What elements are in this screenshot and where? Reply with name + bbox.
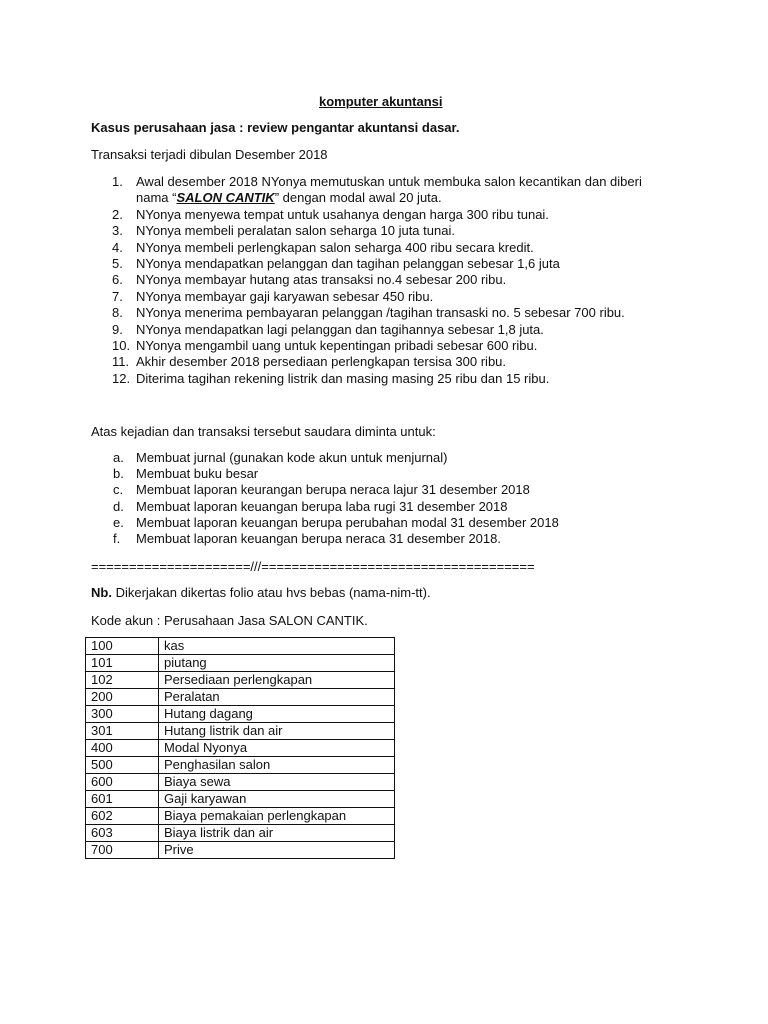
item-text: Membuat laporan keuangan berupa perubahan modal 31 desember 2018 bbox=[136, 514, 559, 530]
table-row bbox=[86, 672, 395, 689]
account-code: 100 bbox=[86, 638, 159, 655]
transaction-item bbox=[91, 256, 691, 272]
account-codes-table bbox=[85, 637, 395, 859]
item-text: NYonya membayar gaji karyawan sebesar 450 ribu. bbox=[136, 288, 434, 304]
account-code: 700 bbox=[86, 842, 159, 859]
account-code: 600 bbox=[86, 774, 159, 791]
account-name: Biaya pemakaian perlengkapan bbox=[159, 808, 395, 825]
transaction-item bbox=[91, 338, 691, 354]
table-row bbox=[86, 655, 395, 672]
item-number: 3. bbox=[112, 223, 123, 239]
item-text: NYonya membayar hutang atas transaksi no.4 sebesar 200 ribu. bbox=[136, 272, 507, 288]
assignment-item bbox=[91, 450, 691, 466]
transaction-item bbox=[91, 305, 691, 321]
item-text: NYonya mengambil uang untuk kepentingan pribadi sebesar 600 ribu. bbox=[136, 338, 538, 354]
account-code: 300 bbox=[86, 706, 159, 723]
transaction-item bbox=[91, 354, 691, 370]
item-text: Membuat laporan keuangan berupa laba rugi 31 desember 2018 bbox=[136, 498, 508, 514]
item-letter: d. bbox=[113, 498, 124, 514]
item-number: 12. bbox=[112, 370, 131, 386]
item-text: NYonya mendapatkan pelanggan dan tagihan pelanggan sebesar 1,6 juta bbox=[136, 256, 560, 272]
item-text: NYonya membeli perlengkapan salon seharga 400 ribu secara kredit. bbox=[136, 239, 534, 255]
account-name: kas bbox=[159, 638, 395, 655]
assignment-item bbox=[91, 499, 691, 515]
account-code: 400 bbox=[86, 740, 159, 757]
assignment-item bbox=[91, 482, 691, 498]
assignment-intro: Atas kejadian dan transaksi tersebut saudara diminta untuk: bbox=[91, 424, 436, 439]
item-number: 8. bbox=[112, 305, 123, 321]
table-row bbox=[86, 774, 395, 791]
table-row bbox=[86, 791, 395, 808]
table-row bbox=[86, 808, 395, 825]
transaction-item bbox=[91, 223, 691, 239]
account-code: 603 bbox=[86, 825, 159, 842]
item-number: 1. bbox=[112, 174, 123, 189]
assignment-list bbox=[91, 450, 691, 547]
case-subtitle: Kasus perusahaan jasa : review pengantar akuntansi dasar. bbox=[91, 120, 460, 135]
item-text: Membuat buku besar bbox=[136, 466, 259, 482]
account-name: piutang bbox=[159, 655, 395, 672]
item-number: 5. bbox=[112, 256, 123, 272]
item-letter: e. bbox=[113, 514, 124, 530]
table-row bbox=[86, 689, 395, 706]
item-letter: c. bbox=[113, 482, 124, 498]
item-number: 6. bbox=[112, 272, 123, 288]
item-number: 9. bbox=[112, 321, 123, 337]
account-name: Persediaan perlengkapan bbox=[159, 672, 395, 689]
note-label: Nb. bbox=[91, 585, 112, 600]
item-text: Akhir desember 2018 persediaan perlengkapan tersisa 300 ribu. bbox=[136, 354, 507, 370]
document-title: komputer akuntansi bbox=[319, 94, 443, 109]
assignment-item bbox=[91, 515, 691, 531]
transaction-item bbox=[91, 371, 691, 387]
salon-brand-name: SALON CANTIK bbox=[176, 190, 275, 206]
transaction-item bbox=[91, 240, 691, 256]
item-text-continued: nama “ bbox=[136, 190, 177, 206]
account-name: Biaya sewa bbox=[159, 774, 395, 791]
item-number: 2. bbox=[112, 206, 123, 222]
transaction-item bbox=[91, 322, 691, 338]
section-divider: =====================///==================================== bbox=[91, 559, 535, 574]
account-code: 601 bbox=[86, 791, 159, 808]
account-name: Penghasilan salon bbox=[159, 757, 395, 774]
transaction-intro: Transaksi terjadi dibulan Desember 2018 bbox=[91, 147, 328, 162]
item-number: 7. bbox=[112, 288, 123, 304]
item-text: Membuat laporan keurangan berupa neraca lajur 31 desember 2018 bbox=[136, 482, 530, 498]
account-name: Prive bbox=[159, 842, 395, 859]
table-row bbox=[86, 740, 395, 757]
item-text: Diterima tagihan rekening listrik dan masing masing 25 ribu dan 15 ribu. bbox=[136, 370, 550, 386]
item-text-continued-end: ” dengan modal awal 20 juta. bbox=[274, 190, 442, 206]
item-letter: f. bbox=[113, 531, 121, 547]
account-code: 500 bbox=[86, 757, 159, 774]
assignment-item bbox=[91, 466, 691, 482]
transaction-item bbox=[91, 174, 691, 207]
transaction-item bbox=[91, 289, 691, 305]
account-code: 301 bbox=[86, 723, 159, 740]
table-row bbox=[86, 706, 395, 723]
item-text: NYonya menerima pembayaran pelanggan /tagihan transaski no. 5 sebesar 700 ribu. bbox=[136, 305, 625, 321]
account-code: 101 bbox=[86, 655, 159, 672]
account-name: Biaya listrik dan air bbox=[159, 825, 395, 842]
item-text: NYonya membeli peralatan salon seharga 10 juta tunai. bbox=[136, 223, 455, 239]
account-code: 102 bbox=[86, 672, 159, 689]
assignment-item bbox=[91, 531, 691, 547]
note-text: Dikerjakan dikertas folio atau hvs bebas (nama-nim-tt). bbox=[111, 585, 431, 600]
item-text: NYonya menyewa tempat untuk usahanya dengan harga 300 ribu tunai. bbox=[136, 206, 549, 222]
item-letter: a. bbox=[113, 450, 124, 465]
table-row bbox=[86, 638, 395, 655]
account-name: Gaji karyawan bbox=[159, 791, 395, 808]
item-text: Membuat laporan keuangan berupa neraca 31 desember 2018. bbox=[136, 531, 501, 547]
table-row bbox=[86, 757, 395, 774]
account-name: Peralatan bbox=[159, 689, 395, 706]
item-number: 11. bbox=[112, 354, 130, 370]
transaction-item bbox=[91, 207, 691, 223]
table-row bbox=[86, 825, 395, 842]
item-text: NYonya mendapatkan lagi pelanggan dan tagihannya sebesar 1,8 juta. bbox=[136, 321, 544, 337]
account-code: 602 bbox=[86, 808, 159, 825]
item-number: 4. bbox=[112, 239, 123, 255]
item-letter: b. bbox=[113, 466, 124, 482]
note-line bbox=[91, 585, 431, 601]
account-codes-title: Kode akun : Perusahaan Jasa SALON CANTIK. bbox=[91, 613, 368, 628]
account-name: Hutang listrik dan air bbox=[159, 723, 395, 740]
item-text: Membuat jurnal (gunakan kode akun untuk menjurnal) bbox=[136, 450, 448, 465]
item-text: Awal desember 2018 NYonya memutuskan untuk membuka salon kecantikan dan diberi bbox=[136, 174, 642, 189]
transaction-list bbox=[91, 174, 691, 387]
account-name: Hutang dagang bbox=[159, 706, 395, 723]
account-code: 200 bbox=[86, 689, 159, 706]
table-row bbox=[86, 842, 395, 859]
table-row bbox=[86, 723, 395, 740]
item-number: 10. bbox=[112, 338, 131, 354]
account-name: Modal Nyonya bbox=[159, 740, 395, 757]
transaction-item bbox=[91, 272, 691, 288]
